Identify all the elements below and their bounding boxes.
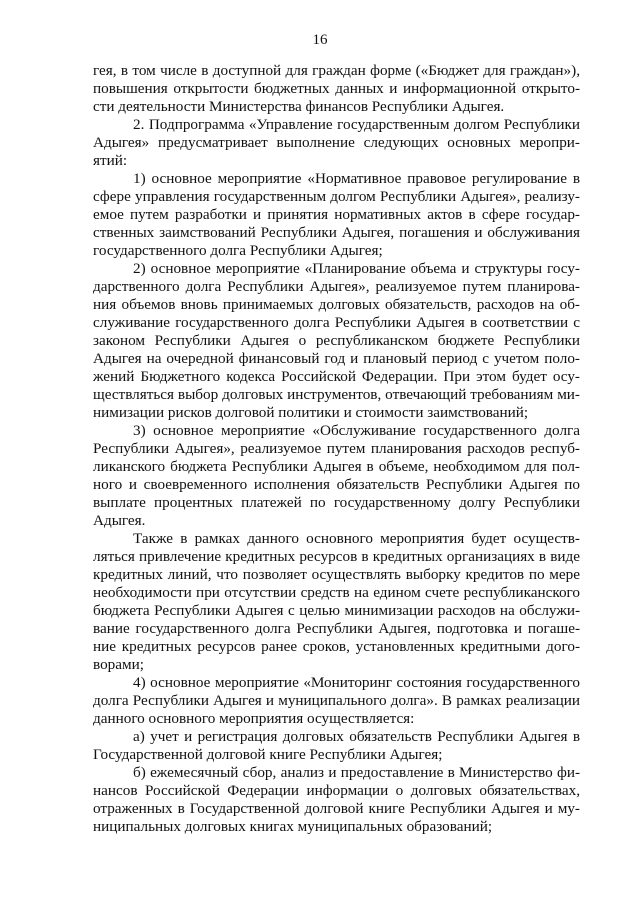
text-line: повышения открытости бюджетных данных и информационной открыто- (93, 80, 580, 97)
text-line: Республики Адыгея», реализуемое путем планирования расходов респуб- (93, 440, 580, 457)
text-line: сти деятельности Министерства финансов Республики Адыгея. (93, 98, 505, 115)
text-line: ственных заимствований Республики Адыгея, погашения и обслуживания (93, 224, 580, 241)
text-line: выплате процентных платежей по государственному долгу Республики (93, 494, 580, 511)
text-line: данного основного мероприятия осуществляется: (93, 710, 415, 727)
text-line: жений Бюджетного кодекса Российской Федерации. При этом будет осу- (93, 368, 580, 385)
text-line: ния объемов вновь принимаемых долговых обязательств, расходов на об- (93, 296, 580, 313)
text-line: ниципальных долговых книгах муниципальных образований; (93, 818, 493, 835)
text-line: вание государственного долга Республики Адыгея, подготовка и погаше- (93, 620, 580, 637)
text-line: ние кредитных ресурсов ранее сроков, установленных кредитными дого- (93, 638, 580, 655)
text-line: емое путем разработки и принятия нормативных актов в сфере государ- (93, 206, 580, 223)
text-line: ятий: (93, 152, 128, 169)
text-line: сфере управления государственным долгом Республики Адыгея», реализу- (93, 188, 580, 205)
text-line: Также в рамках данного основного мероприятия будет осуществ- (133, 530, 580, 547)
text-line: нимизации рисков долговой политики и стоимости заимствований; (93, 404, 529, 421)
text-line: а) учет и регистрация долговых обязательств Республики Адыгея в (133, 728, 580, 745)
text-line: 3) основное мероприятие «Обслуживание государственного долга (133, 422, 580, 439)
text-line: б) ежемесячный сбор, анализ и предоставление в Министерство фи- (133, 764, 580, 781)
text-line: служивание государственного долга Республики Адыгея в соответствии с (93, 314, 580, 331)
text-line: нансов Российской Федерации информации о долговых обязательствах, (93, 782, 580, 799)
text-line: 2) основное мероприятие «Планирование объема и структуры госу- (133, 260, 580, 277)
text-line: кредитных линий, что позволяет осуществлять выборку кредитов по мере (93, 566, 580, 583)
text-line: ворами; (93, 656, 144, 673)
text-line: Адыгея. (93, 512, 146, 529)
text-line: ляться привлечение кредитных ресурсов в кредитных организациях в виде (93, 548, 580, 565)
text-line: дарственного долга Республики Адыгея», реализуемое путем планирова- (93, 278, 580, 295)
text-line: Государственной долговой книге Республики Адыгея; (93, 746, 443, 763)
text-line: ного и своевременного исполнения обязательств Республики Адыгея по (93, 476, 580, 493)
text-line: ществляться выбор долговых инструментов, отвечающий требованиям ми- (93, 386, 580, 403)
text-line: законом Республики Адыгея о республиканском бюджете Республики (93, 332, 580, 349)
text-line: 4) основное мероприятие «Мониторинг состояния государственного (133, 674, 580, 691)
text-line: гея, в том числе в доступной для граждан форме («Бюджет для граждан»), (93, 62, 580, 79)
text-line: долга Республики Адыгея и муниципального долга». В рамках реализации (93, 692, 580, 709)
text-line: Адыгея» предусматривает выполнение следующих основных меропри- (93, 134, 580, 151)
text-line: 2. Подпрограмма «Управление государственным долгом Республики (133, 116, 580, 133)
text-line: необходимости при отсутствии средств на едином счете республиканского (93, 584, 580, 601)
text-line: отраженных в Государственной долговой книге Республики Адыгея и му- (93, 800, 580, 817)
page-number: 16 (312, 32, 328, 48)
text-line: Адыгея на очередной финансовый год и плановый период с учетом поло- (93, 350, 580, 367)
text-line: государственного долга Республики Адыгея; (93, 242, 383, 259)
text-line: ликанского бюджета Республики Адыгея в объеме, необходимом для пол- (93, 458, 580, 475)
text-line: бюджета Республики Адыгея с целью минимизации расходов на обслужи- (93, 602, 580, 619)
text-line: 1) основное мероприятие «Нормативное правовое регулирование в (133, 170, 580, 187)
